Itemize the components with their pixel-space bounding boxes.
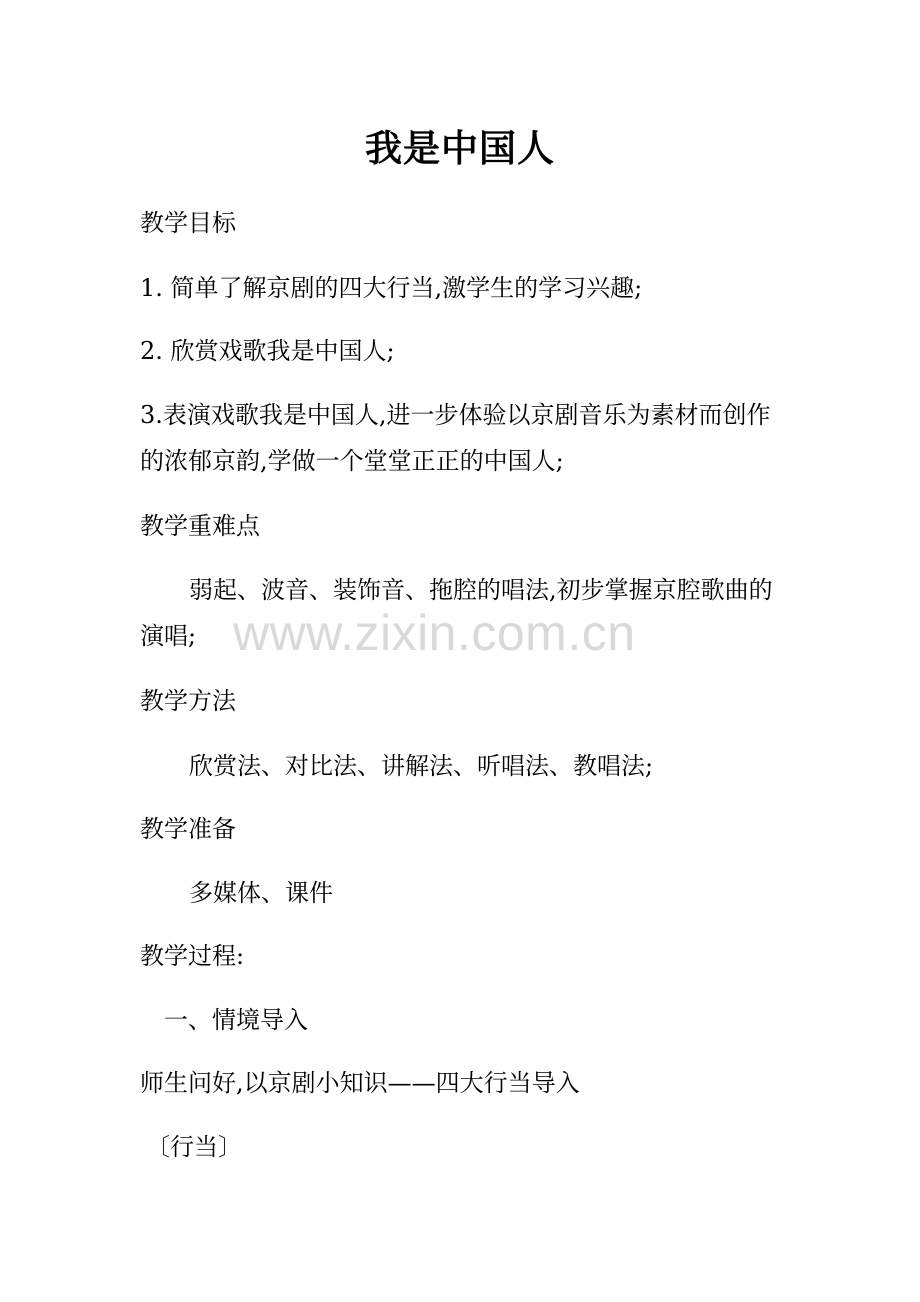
- objective-2: 2. 欣赏戏歌我是中国人;: [140, 337, 395, 365]
- intro-text: 师生问好,以京剧小知识——四大行当导入: [140, 1069, 580, 1097]
- heading-process: 教学过程:: [140, 942, 245, 970]
- key-points-text: 弱起、波音、装饰音、拖腔的唱法,初步掌握京腔歌曲的演唱;: [140, 576, 773, 650]
- section-1-heading: 一、情境导入: [164, 1006, 308, 1034]
- heading-objectives: 教学目标: [140, 209, 236, 237]
- document-title: 我是中国人: [365, 126, 555, 170]
- watermark: www.zixin.com.cn: [233, 605, 636, 661]
- preparation-text: 多媒体、课件: [189, 879, 333, 907]
- objective-3: 3.表演戏歌我是中国人,进一步体验以京剧音乐为素材而创作的浓郁京韵,学做一个堂堂正正的中国人;: [140, 401, 771, 475]
- objective-1: 1. 简单了解京剧的四大行当,激学生的学习兴趣;: [140, 274, 643, 302]
- methods-text: 欣赏法、对比法、讲解法、听唱法、教唱法;: [189, 752, 654, 780]
- heading-methods: 教学方法: [140, 687, 236, 715]
- heading-key-points: 教学重难点: [140, 512, 260, 540]
- bracket-text: 〔行当〕: [146, 1133, 242, 1161]
- heading-preparation: 教学准备: [140, 815, 236, 843]
